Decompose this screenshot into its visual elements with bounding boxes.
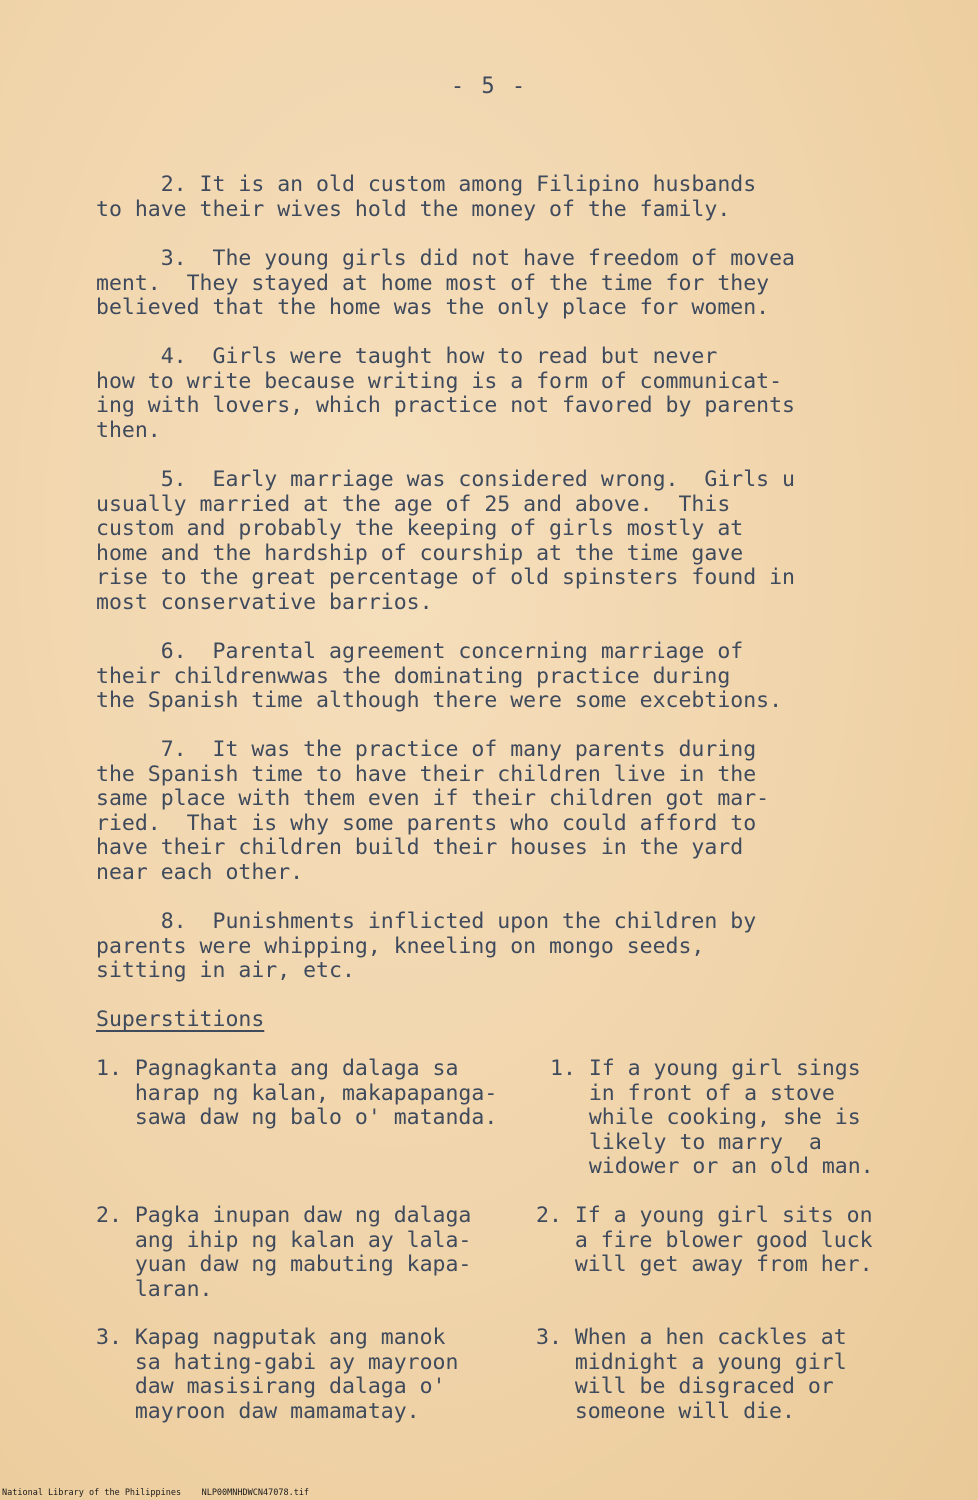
superstition-3-tagalog: 3. Kapag nagputak ang manok sa hating-gabi ay mayroon daw masisirang dalaga o' mayroon daw mamamatay. [96, 1325, 459, 1424]
paragraph-7: 7. It was the practice of many parents during the Spanish time to have their children live in the same place with them even if their children got mar- ried. That is why some parents who could afford to have their children build their houses in the yard near each other. [96, 737, 770, 885]
superstition-2-tagalog: 2. Pagka inupan daw ng dalaga ang ihip ng kalan ay lala- yuan daw ng mabuting kapa- laran. [96, 1203, 472, 1302]
scan-footer: National Library of the Philippines NLP00MNHDWCN47078.tif [2, 1488, 310, 1498]
paragraph-2: 2. It is an old custom among Filipino husbands to have their wives hold the money of the family. [96, 172, 757, 222]
paragraph-8: 8. Punishments inflicted upon the children by parents were whipping, kneeling on mongo seeds, sitting in air, etc. [96, 909, 757, 984]
page-number: - 5 - [450, 74, 528, 99]
superstition-2-english: 2. If a young girl sits on a fire blower good luck will get away from her. [536, 1203, 873, 1278]
paragraph-4: 4. Girls were taught how to read but never how to write because writing is a form of communicat- ing with lovers, which practice not favored by parents then. [96, 344, 795, 443]
superstition-3-english: 3. When a hen cackles at midnight a young girl will be disgraced or someone will die. [536, 1325, 847, 1424]
paragraph-6: 6. Parental agreement concerning marriage of their childrenwwas the dominating practice during the Spanish time although there were some excebtions. [96, 639, 783, 714]
superstition-1-english: 1. If a young girl sings in front of a stove while cooking, she is likely to marry a widower or an old man. [550, 1056, 874, 1180]
superstition-1-tagalog: 1. Pagnagkanta ang dalaga sa harap ng kalan, makapapanga- sawa daw ng balo o' matanda. [96, 1056, 498, 1131]
superstitions-heading: Superstitions [96, 1007, 265, 1032]
paragraph-3: 3. The young girls did not have freedom of movea ment. They stayed at home most of the time for they believed that the home was the only place for women. [96, 246, 795, 321]
paragraph-5: 5. Early marriage was considered wrong. Girls u usually married at the age of 25 and above. This custom and probably the keeping of girls mostly at home and the hardship of courship at the time gave rise to the great percentage of old spinsters found in most conservative barrios. [96, 467, 795, 615]
